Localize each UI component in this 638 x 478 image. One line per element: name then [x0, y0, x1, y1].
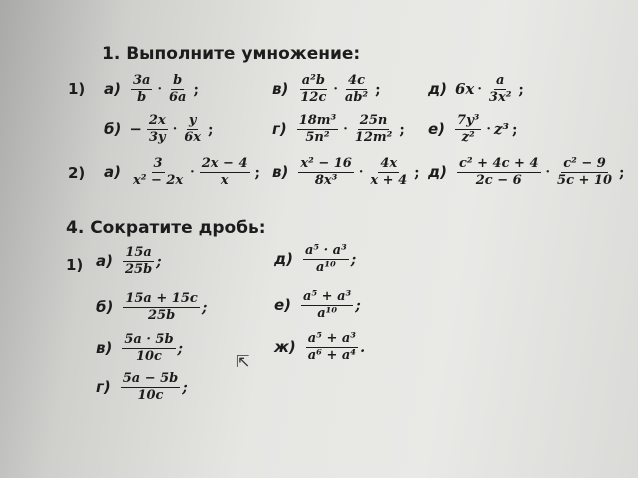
- numerator: a⁵ + a³: [307, 331, 356, 346]
- operator: ·: [358, 164, 364, 180]
- denominator: 2c − 6: [475, 172, 522, 188]
- denominator: ab²: [344, 89, 369, 105]
- numerator: 5a · 5b: [124, 332, 174, 347]
- denominator: 6x: [184, 129, 202, 145]
- numerator: 5a − 5b: [122, 371, 179, 386]
- fraction: [182, 114, 203, 144]
- numerator: c² + 4c + 4: [458, 156, 539, 171]
- punctuation: ;: [254, 163, 261, 182]
- denominator: x + 4: [370, 172, 408, 188]
- denominator: 3y: [149, 129, 166, 145]
- item-label: а): [104, 163, 121, 182]
- punctuation: ;: [399, 120, 405, 139]
- denominator: a¹⁰: [315, 259, 336, 275]
- denominator: 10c: [137, 387, 164, 403]
- term: 6x: [454, 80, 475, 99]
- numerator: 4x: [380, 156, 398, 171]
- denominator: 25b: [147, 307, 176, 323]
- fraction: [147, 114, 168, 144]
- fraction: [301, 290, 353, 320]
- fraction: [297, 114, 339, 144]
- punctuation: .: [359, 338, 366, 357]
- item-label: д): [428, 80, 447, 99]
- numerator: a: [495, 73, 505, 88]
- punctuation: ;: [208, 120, 214, 139]
- exercise-1-b: [104, 114, 217, 144]
- exercise-4-v: [96, 333, 183, 363]
- fraction: [368, 157, 409, 187]
- operator: ·: [157, 81, 162, 97]
- punctuation: ;: [414, 163, 420, 182]
- fraction: [200, 157, 250, 187]
- punctuation: ;: [511, 120, 518, 139]
- denominator: z²: [461, 129, 475, 145]
- denominator: 12m²: [354, 129, 393, 145]
- numerator: x² − 16: [300, 156, 352, 171]
- exercise-4-a: [96, 246, 162, 276]
- punctuation: ;: [177, 339, 184, 358]
- item-label: г): [96, 378, 111, 397]
- minus-sign: −: [129, 120, 142, 139]
- fraction: [555, 157, 614, 187]
- exercise-1-e: [428, 114, 521, 144]
- denominator: x: [220, 172, 229, 188]
- exercise-4-g: [96, 372, 188, 402]
- punctuation: ;: [156, 252, 162, 271]
- denominator: a⁶ + a⁴: [307, 347, 356, 363]
- numerator: 4c: [348, 73, 365, 88]
- denominator: 8x³: [314, 172, 338, 188]
- fraction: [131, 74, 152, 104]
- fraction: [303, 244, 349, 274]
- fraction: [343, 74, 370, 104]
- item-label: е): [274, 296, 292, 315]
- exercise-2-d: [428, 157, 628, 187]
- fraction: [167, 74, 188, 104]
- fraction: [123, 246, 154, 276]
- fraction: [298, 157, 353, 187]
- numerator: 2x − 4: [201, 156, 248, 171]
- operator: ·: [545, 164, 551, 180]
- denominator: 12c: [300, 89, 327, 105]
- item-label: д): [428, 163, 447, 182]
- group-2-label: 2): [68, 164, 86, 182]
- numerator: 3: [153, 156, 163, 171]
- punctuation: ;: [355, 296, 361, 315]
- punctuation: ;: [350, 250, 357, 269]
- item-label: а): [104, 80, 121, 99]
- fraction: [487, 74, 514, 104]
- exercise-2-a: [104, 157, 263, 187]
- group-1-label: 1): [68, 80, 86, 98]
- fraction: [121, 372, 181, 402]
- operator: ·: [190, 164, 195, 180]
- operator: ·: [333, 81, 338, 97]
- item-label: ж): [274, 338, 296, 357]
- punctuation: ;: [619, 163, 625, 182]
- fraction: [298, 74, 328, 104]
- exercise-1-d: [428, 74, 527, 104]
- exercise-4-zh: [274, 332, 365, 362]
- numerator: y: [188, 113, 197, 128]
- denominator: 3x²: [488, 89, 512, 105]
- exercise-2-v: [272, 157, 423, 187]
- numerator: 15a: [125, 245, 152, 260]
- numerator: 15a + 15c: [125, 291, 198, 306]
- numerator: 18m³: [298, 113, 337, 128]
- exercise-1-a: [104, 74, 202, 104]
- denominator: 5c + 10: [557, 172, 613, 188]
- numerator: b: [173, 73, 183, 88]
- numerator: c² − 9: [563, 156, 606, 171]
- item-label: е): [428, 120, 446, 139]
- term: z³: [493, 120, 509, 139]
- section-1-title: 1. Выполните умножение:: [102, 44, 361, 64]
- item-label: д): [274, 250, 293, 269]
- denominator: b: [137, 89, 147, 105]
- fraction: [457, 157, 541, 187]
- item-label: б): [104, 120, 122, 139]
- operator: ·: [486, 121, 491, 137]
- punctuation: ;: [193, 80, 199, 99]
- item-label: в): [272, 163, 289, 182]
- exercise-4-b: [96, 292, 207, 322]
- punctuation: ;: [182, 378, 188, 397]
- denominator: 25b: [124, 261, 153, 277]
- group-1-label-section-4: 1): [66, 256, 84, 274]
- exercise-1-v: [272, 74, 384, 104]
- item-label: в): [96, 339, 113, 358]
- operator: ·: [343, 121, 348, 137]
- item-label: а): [96, 252, 113, 271]
- fraction: [123, 292, 199, 322]
- fraction: [131, 157, 185, 187]
- denominator: x² − 2x: [132, 172, 184, 188]
- item-label: б): [96, 298, 114, 317]
- denominator: 6a: [168, 89, 187, 105]
- exercise-4-e: [274, 290, 361, 320]
- numerator: a⁵ · a³: [304, 243, 347, 258]
- denominator: 10c: [135, 348, 162, 364]
- punctuation: ;: [201, 298, 208, 317]
- section-4-title: 4. Сократите дробь:: [66, 218, 266, 238]
- numerator: 2x: [148, 113, 166, 128]
- operator: ·: [477, 81, 482, 97]
- denominator: 5n²: [305, 129, 330, 145]
- fraction: [353, 114, 395, 144]
- exercise-1-g: [272, 114, 408, 144]
- fraction: [306, 332, 358, 362]
- numerator: 25n: [359, 113, 388, 128]
- exercise-4-d: [274, 244, 356, 274]
- punctuation: ;: [518, 80, 524, 99]
- fraction: [122, 333, 175, 363]
- punctuation: ;: [375, 80, 381, 99]
- mouse-cursor-icon: ⇱: [236, 352, 250, 371]
- numerator: 7y³: [457, 113, 480, 128]
- denominator: a¹⁰: [317, 305, 338, 321]
- fraction: [455, 114, 481, 144]
- item-label: г): [272, 120, 287, 139]
- item-label: в): [272, 80, 289, 99]
- numerator: a²b: [301, 73, 325, 88]
- numerator: 3a: [132, 73, 151, 88]
- numerator: a⁵ + a³: [303, 289, 352, 304]
- operator: ·: [172, 121, 178, 137]
